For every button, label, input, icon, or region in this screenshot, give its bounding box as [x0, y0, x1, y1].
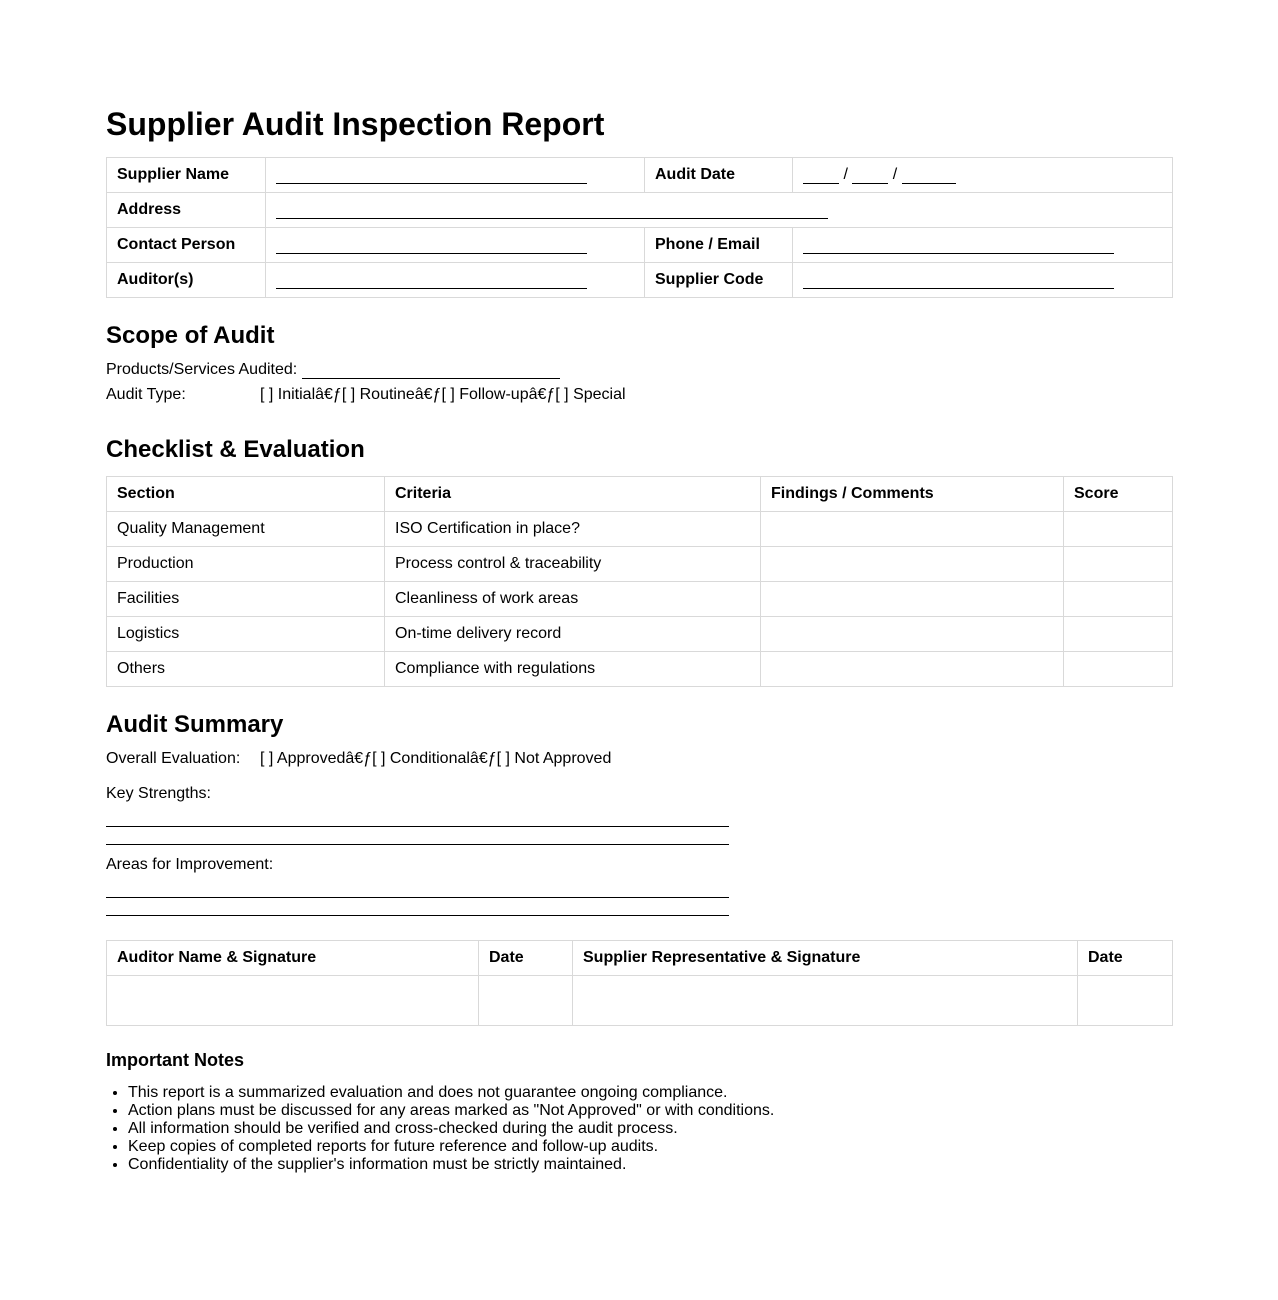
- audit-type-options[interactable]: [ ] Initialâ€ƒ[ ] Routineâ€ƒ[ ] Follow-upâ€ƒ[ ] Special: [260, 386, 626, 403]
- info-row: [107, 158, 1173, 193]
- list-item: • Keep copies of completed reports for future reference and follow-up audits.: [128, 1138, 774, 1156]
- findings-cell[interactable]: [761, 582, 1064, 617]
- list-item: • All information should be verified and cross-checked during the audit process.: [128, 1120, 774, 1138]
- findings-cell[interactable]: [761, 652, 1064, 687]
- improvement-line[interactable]: [106, 897, 729, 898]
- checklist-heading: Checklist & Evaluation: [106, 436, 365, 463]
- column-header-criteria: Criteria: [385, 477, 761, 512]
- score-cell[interactable]: [1064, 652, 1173, 687]
- notes-heading: Important Notes: [106, 1050, 245, 1070]
- auditor-signature-cell[interactable]: [107, 976, 479, 1026]
- checklist-header-row: [107, 477, 1173, 512]
- table-row: [107, 512, 1173, 547]
- products-field[interactable]: [302, 362, 560, 379]
- date-separator: /: [888, 166, 902, 183]
- column-header-findings: Findings / Comments: [761, 477, 1064, 512]
- audit-type-label: Audit Type:: [106, 386, 186, 403]
- contact-person-field[interactable]: [266, 228, 645, 263]
- supplier-code-field[interactable]: [793, 263, 1173, 298]
- section-cell: Others: [107, 652, 385, 687]
- supplier-date-header: Date: [1078, 941, 1173, 976]
- address-label: Address: [107, 193, 266, 228]
- criteria-cell: Process control & traceability: [385, 547, 761, 582]
- section-cell: Quality Management: [107, 512, 385, 547]
- checklist-table: [106, 476, 1173, 687]
- findings-cell[interactable]: [761, 617, 1064, 652]
- improvement-line[interactable]: [106, 915, 729, 916]
- scope-heading: Scope of Audit: [106, 322, 275, 349]
- signature-header-row: [107, 941, 1173, 976]
- supplier-code-label: Supplier Code: [645, 263, 793, 298]
- criteria-cell: Compliance with regulations: [385, 652, 761, 687]
- key-strengths-line[interactable]: [106, 826, 729, 827]
- summary-heading: Audit Summary: [106, 711, 284, 738]
- audit-type-row: [106, 386, 626, 404]
- list-item: • Confidentiality of the supplier's information must be strictly maintained.: [128, 1156, 774, 1174]
- findings-cell[interactable]: [761, 547, 1064, 582]
- table-row: [107, 547, 1173, 582]
- improvement-label: Areas for Improvement:: [106, 856, 274, 873]
- notes-list: [106, 1084, 774, 1174]
- signature-table: [106, 940, 1173, 1026]
- section-cell: Production: [107, 547, 385, 582]
- contact-person-label: Contact Person: [107, 228, 266, 263]
- column-header-section: Section: [107, 477, 385, 512]
- section-cell: Facilities: [107, 582, 385, 617]
- table-row: [107, 582, 1173, 617]
- supplier-signature-header: Supplier Representative & Signature: [573, 941, 1078, 976]
- key-strengths-label: Key Strengths:: [106, 785, 211, 802]
- info-row: [107, 263, 1173, 298]
- phone-email-label: Phone / Email: [645, 228, 793, 263]
- score-cell[interactable]: [1064, 582, 1173, 617]
- table-row: [107, 617, 1173, 652]
- score-cell[interactable]: [1064, 617, 1173, 652]
- key-strengths-line[interactable]: [106, 844, 729, 845]
- page-title: Supplier Audit Inspection Report: [106, 106, 605, 142]
- products-row: [106, 361, 560, 379]
- overall-evaluation-label: Overall Evaluation:: [106, 750, 241, 767]
- supplier-signature-cell[interactable]: [573, 976, 1078, 1026]
- auditors-field[interactable]: [266, 263, 645, 298]
- supplier-name-label: Supplier Name: [107, 158, 266, 193]
- auditor-date-header: Date: [479, 941, 573, 976]
- table-row: [107, 652, 1173, 687]
- supplier-info-table: [106, 157, 1173, 298]
- overall-evaluation-options[interactable]: [ ] Approvedâ€ƒ[ ] Conditionalâ€ƒ[ ] Not Approved: [260, 750, 612, 767]
- auditor-signature-header: Auditor Name & Signature: [107, 941, 479, 976]
- signature-row: [107, 976, 1173, 1026]
- auditor-date-cell[interactable]: [479, 976, 573, 1026]
- overall-evaluation-row: [106, 750, 611, 768]
- criteria-cell: ISO Certification in place?: [385, 512, 761, 547]
- products-label: Products/Services Audited:: [106, 361, 298, 378]
- phone-email-field[interactable]: [793, 228, 1173, 263]
- section-cell: Logistics: [107, 617, 385, 652]
- info-row: [107, 228, 1173, 263]
- list-item: • Action plans must be discussed for any areas marked as "Not Approved" or with conditions.: [128, 1102, 774, 1120]
- info-row: [107, 193, 1173, 228]
- list-item: • This report is a summarized evaluation and does not guarantee ongoing compliance.: [128, 1084, 774, 1102]
- column-header-score: Score: [1064, 477, 1173, 512]
- criteria-cell: Cleanliness of work areas: [385, 582, 761, 617]
- supplier-name-field[interactable]: [266, 158, 645, 193]
- score-cell[interactable]: [1064, 512, 1173, 547]
- score-cell[interactable]: [1064, 547, 1173, 582]
- audit-date-field[interactable]: [793, 158, 1173, 193]
- audit-date-label: Audit Date: [645, 158, 793, 193]
- supplier-date-cell[interactable]: [1078, 976, 1173, 1026]
- address-field[interactable]: [266, 193, 1173, 228]
- auditors-label: Auditor(s): [107, 263, 266, 298]
- date-separator: /: [839, 166, 853, 183]
- findings-cell[interactable]: [761, 512, 1064, 547]
- criteria-cell: On-time delivery record: [385, 617, 761, 652]
